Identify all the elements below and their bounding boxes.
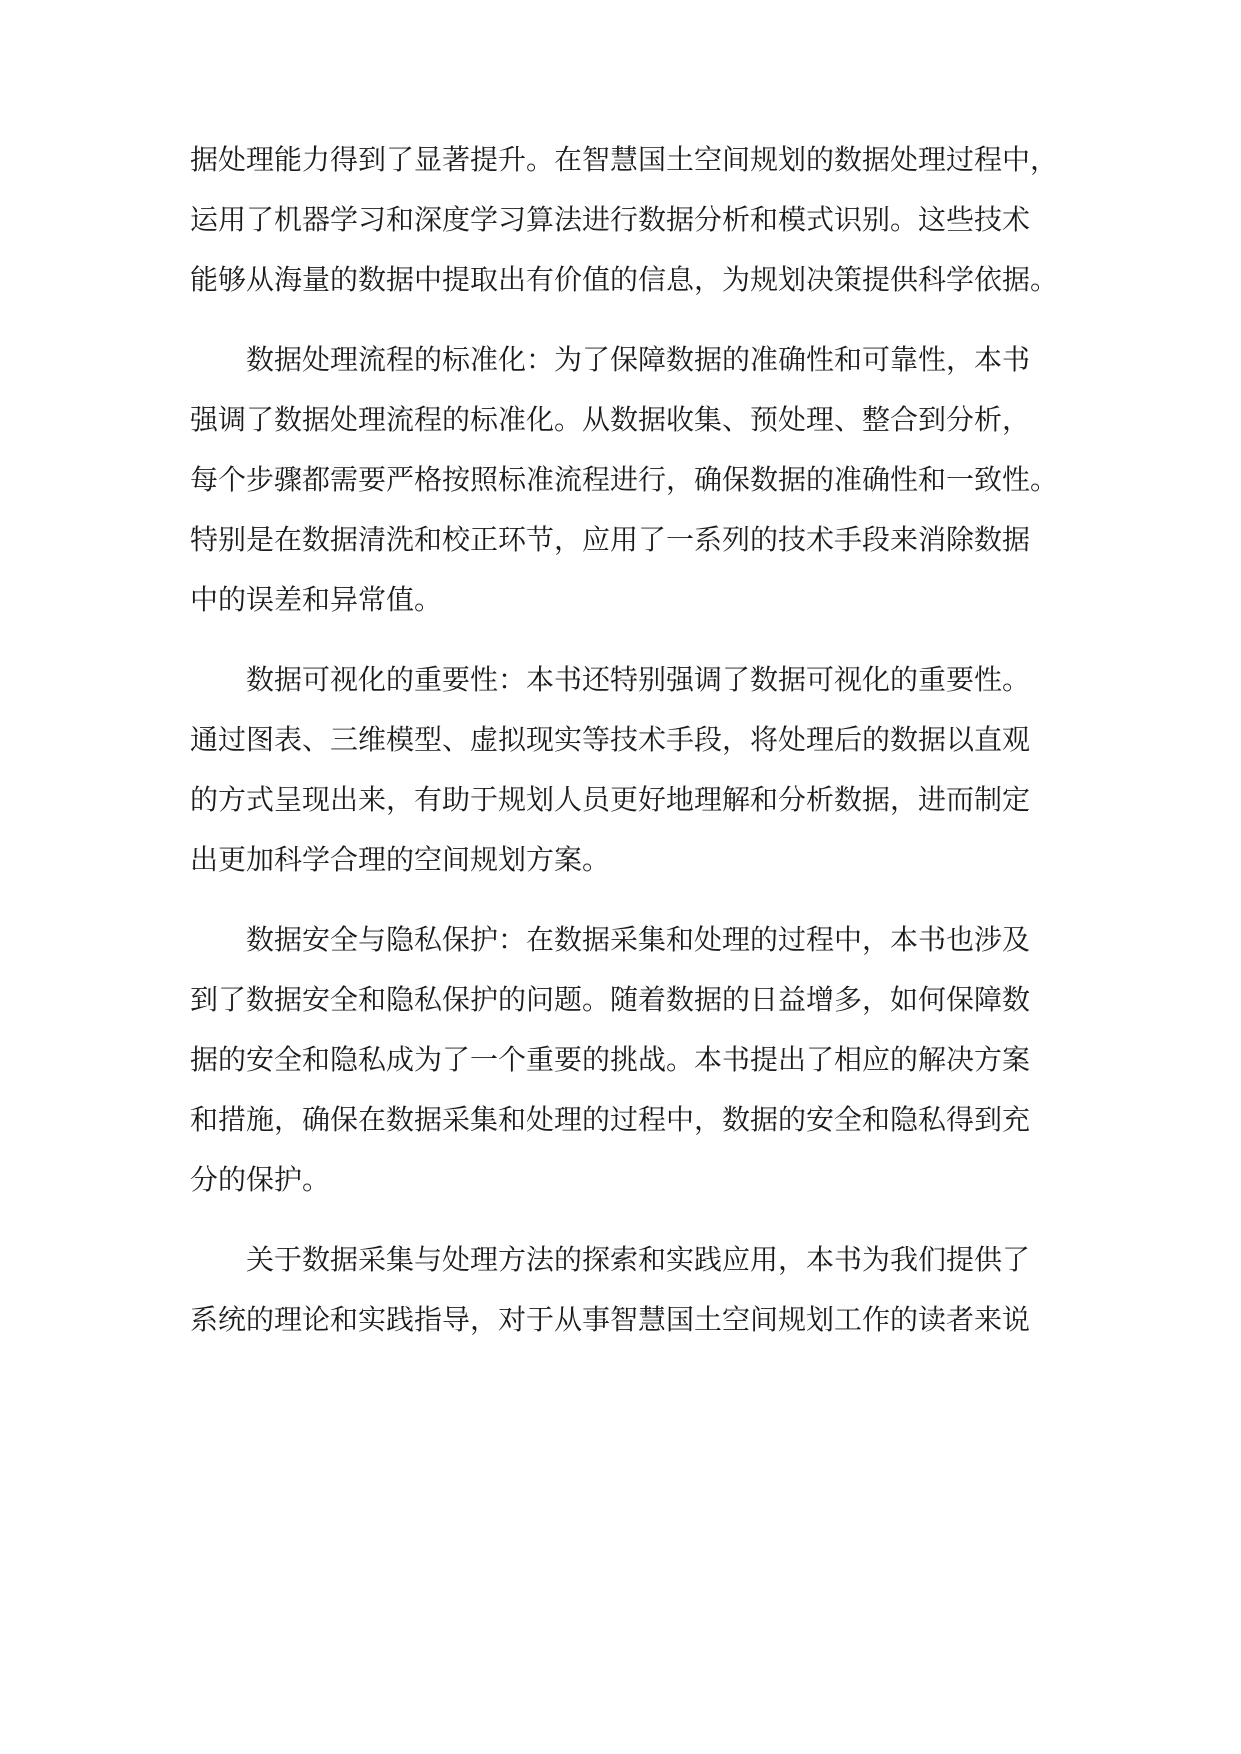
text-line: 每个步骤都需要严格按照标准流程进行，确保数据的准确性和一致性。 (190, 463, 1059, 496)
text-line: 的方式呈现出来，有助于规划人员更好地理解和分析数据，进而制定 (190, 783, 1031, 816)
paragraph-first-line: 数据安全与隐私保护：在数据采集和处理的过程中，本书也涉及 (246, 923, 1031, 956)
text-line: 出更加科学合理的空间规划方案。 (190, 843, 611, 876)
paragraph-first-line: 数据可视化的重要性：本书还特别强调了数据可视化的重要性。 (246, 663, 1031, 696)
text-line: 分的保护。 (190, 1163, 331, 1196)
paragraph-first-line: 数据处理流程的标准化：为了保障数据的准确性和可靠性，本书 (246, 343, 1031, 376)
text-line: 中的误差和异常值。 (190, 583, 443, 616)
text-line: 通过图表、三维模型、虚拟现实等技术手段，将处理后的数据以直观 (190, 723, 1031, 756)
text-line: 强调了数据处理流程的标准化。从数据收集、预处理、整合到分析， (190, 403, 1031, 436)
text-line: 据处理能力得到了显著提升。在智慧国土空间规划的数据处理过程中， (190, 143, 1059, 176)
text-line: 特别是在数据清洗和校正环节，应用了一系列的技术手段来消除数据 (190, 523, 1031, 556)
paragraph-first-line: 关于数据采集与处理方法的探索和实践应用，本书为我们提供了 (246, 1243, 1031, 1276)
text-line: 到了数据安全和隐私保护的问题。随着数据的日益增多，如何保障数 (190, 983, 1031, 1016)
text-line: 能够从海量的数据中提取出有价值的信息，为规划决策提供科学依据。 (190, 263, 1059, 296)
text-line: 系统的理论和实践指导，对于从事智慧国土空间规划工作的读者来说 (190, 1303, 1031, 1336)
text-line: 据的安全和隐私成为了一个重要的挑战。本书提出了相应的解决方案 (190, 1043, 1031, 1076)
text-line: 和措施，确保在数据采集和处理的过程中，数据的安全和隐私得到充 (190, 1103, 1031, 1136)
text-line: 运用了机器学习和深度学习算法进行数据分析和模式识别。这些技术 (190, 203, 1031, 236)
